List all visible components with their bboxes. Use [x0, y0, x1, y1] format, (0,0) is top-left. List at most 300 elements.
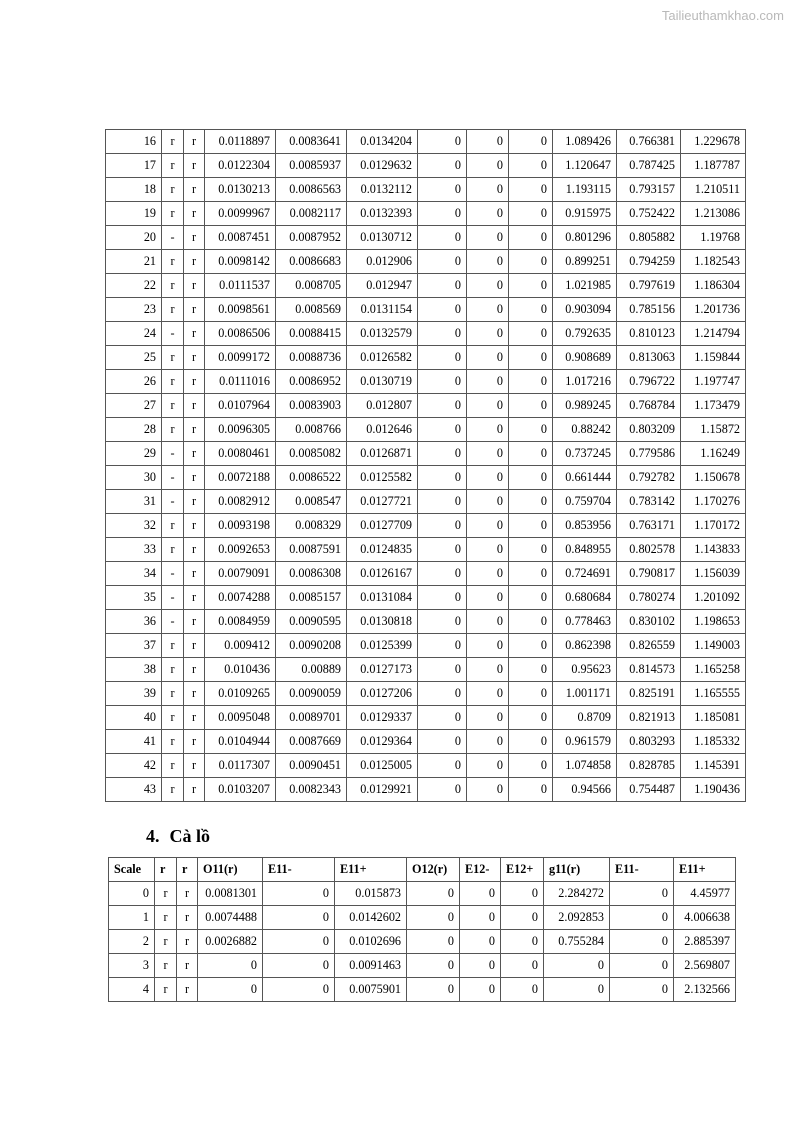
table-cell: 0.0132579 — [347, 322, 418, 346]
column-header: O12(r) — [407, 858, 460, 882]
table-cell: 0.0131084 — [347, 586, 418, 610]
table-cell: 16 — [106, 130, 162, 154]
table-cell: 0.012646 — [347, 418, 418, 442]
table-header-row — [109, 858, 736, 882]
table-cell: 0 — [418, 418, 467, 442]
table-cell: 0.759704 — [553, 490, 617, 514]
table-cell: 0 — [198, 954, 263, 978]
table-cell: 0 — [263, 882, 335, 906]
table-cell: 0.0082343 — [276, 778, 347, 802]
table-cell: 1.017216 — [553, 370, 617, 394]
table-cell: 0.0130213 — [205, 178, 276, 202]
table-cell: 1.186304 — [681, 274, 746, 298]
table-cell: 33 — [106, 538, 162, 562]
table-cell: r — [162, 682, 184, 706]
table-cell: 0.792782 — [617, 466, 681, 490]
table-cell: 0 — [509, 298, 553, 322]
table-cell: r — [162, 706, 184, 730]
table-cell: 0 — [509, 778, 553, 802]
table-cell: 0.010436 — [205, 658, 276, 682]
table-cell: r — [184, 274, 205, 298]
table-cell: 0.0090059 — [276, 682, 347, 706]
table-cell: 0.0086506 — [205, 322, 276, 346]
table-cell: 1.149003 — [681, 634, 746, 658]
table-cell: 0 — [198, 978, 263, 1002]
table-row — [109, 882, 736, 906]
table-cell: 0.0082912 — [205, 490, 276, 514]
table-cell: 0 — [418, 490, 467, 514]
table-cell: 0 — [467, 250, 509, 274]
table-cell: 2.092853 — [544, 906, 610, 930]
table-cell: 0 — [418, 442, 467, 466]
table-cell: 0.0131154 — [347, 298, 418, 322]
table-cell: 1.143833 — [681, 538, 746, 562]
table-cell: 0.826559 — [617, 634, 681, 658]
table-cell: 0 — [418, 610, 467, 634]
table-cell: 0.825191 — [617, 682, 681, 706]
table-cell: 0 — [509, 658, 553, 682]
table-cell: r — [162, 274, 184, 298]
table-cell: 1.074858 — [553, 754, 617, 778]
table-cell: 0.810123 — [617, 322, 681, 346]
table-row — [109, 954, 736, 978]
table-cell: 0 — [407, 978, 460, 1002]
table-cell: 0.0080461 — [205, 442, 276, 466]
table-cell: 0 — [407, 882, 460, 906]
table-cell: 0.0130712 — [347, 226, 418, 250]
table-cell: 0 — [460, 954, 501, 978]
table-cell: r — [162, 754, 184, 778]
table-cell: 0 — [460, 978, 501, 1002]
table-cell: 0 — [501, 978, 544, 1002]
table-cell: r — [184, 778, 205, 802]
table-cell: 0.780274 — [617, 586, 681, 610]
column-header: O11(r) — [198, 858, 263, 882]
table-cell: 0.0083903 — [276, 394, 347, 418]
table-cell: 0 — [509, 178, 553, 202]
table-cell: 0.778463 — [553, 610, 617, 634]
table-cell: 0.8709 — [553, 706, 617, 730]
table-cell: 3 — [109, 954, 155, 978]
table-cell: 1.187787 — [681, 154, 746, 178]
table-cell: 1.213086 — [681, 202, 746, 226]
table-cell: 0.792635 — [553, 322, 617, 346]
table-cell: 0.680684 — [553, 586, 617, 610]
table-row — [109, 930, 736, 954]
table-cell: 0.0126871 — [347, 442, 418, 466]
table-cell: 1.210511 — [681, 178, 746, 202]
table-cell: 0.766381 — [617, 130, 681, 154]
table-row — [106, 322, 746, 346]
table-cell: 0 — [418, 658, 467, 682]
table-cell: 0.0090451 — [276, 754, 347, 778]
table-cell: r — [162, 346, 184, 370]
table-cell: 0.0086563 — [276, 178, 347, 202]
table-cell: 1.197747 — [681, 370, 746, 394]
table-cell: r — [155, 906, 177, 930]
table-cell: 0 — [509, 442, 553, 466]
table-cell: 0 — [544, 978, 610, 1002]
table-row — [106, 490, 746, 514]
table-cell: r — [155, 930, 177, 954]
table-cell: - — [162, 586, 184, 610]
table-cell: 0.0026882 — [198, 930, 263, 954]
table-cell: 0.801296 — [553, 226, 617, 250]
table-cell: 0.0098142 — [205, 250, 276, 274]
table-cell: 0 — [509, 562, 553, 586]
table-cell: 0 — [467, 586, 509, 610]
table-row — [106, 226, 746, 250]
table-row — [106, 442, 746, 466]
table-cell: 22 — [106, 274, 162, 298]
table-cell: 0.805882 — [617, 226, 681, 250]
table-cell: 0.0118897 — [205, 130, 276, 154]
table-cell: 0.0098561 — [205, 298, 276, 322]
table-cell: 1.190436 — [681, 778, 746, 802]
table-cell: r — [162, 538, 184, 562]
table-cell: 0 — [418, 562, 467, 586]
table-cell: 0 — [418, 274, 467, 298]
table-cell: 42 — [106, 754, 162, 778]
table-cell: 0 — [418, 754, 467, 778]
table-cell: 0 — [610, 906, 674, 930]
table-cell: r — [162, 514, 184, 538]
table-cell: 0.814573 — [617, 658, 681, 682]
table-cell: 0 — [407, 954, 460, 978]
table-cell: 1.182543 — [681, 250, 746, 274]
table-row — [106, 418, 746, 442]
table-cell: - — [162, 610, 184, 634]
table-cell: 0 — [467, 274, 509, 298]
table-cell: - — [162, 490, 184, 514]
column-header: E12+ — [501, 858, 544, 882]
table-cell: 0 — [467, 298, 509, 322]
table-cell: 0.0092653 — [205, 538, 276, 562]
table-row — [106, 562, 746, 586]
table-cell: 1.120647 — [553, 154, 617, 178]
table-cell: 0 — [460, 882, 501, 906]
table-row — [106, 658, 746, 682]
table-cell: 0.796722 — [617, 370, 681, 394]
table-cell: 0 — [467, 346, 509, 370]
column-header: r — [177, 858, 198, 882]
table-cell: 1.201092 — [681, 586, 746, 610]
table-cell: - — [162, 562, 184, 586]
table-cell: 2 — [109, 930, 155, 954]
table-cell: r — [184, 562, 205, 586]
table-cell: 0.0132393 — [347, 202, 418, 226]
table-cell: 0.724691 — [553, 562, 617, 586]
table-cell: 0 — [467, 778, 509, 802]
table-cell: 0 — [509, 634, 553, 658]
table-cell: 39 — [106, 682, 162, 706]
table-cell: 1.173479 — [681, 394, 746, 418]
table-cell: 0 — [467, 754, 509, 778]
table-row — [106, 754, 746, 778]
table-cell: 0 — [467, 202, 509, 226]
table-cell: r — [177, 906, 198, 930]
table-cell: 34 — [106, 562, 162, 586]
table-cell: 0 — [109, 882, 155, 906]
table-cell: 0.737245 — [553, 442, 617, 466]
table-row — [106, 178, 746, 202]
table-cell: r — [177, 954, 198, 978]
table-cell: 0.754487 — [617, 778, 681, 802]
table-cell: 0 — [509, 610, 553, 634]
table-cell: 0 — [467, 370, 509, 394]
table-cell: 0.915975 — [553, 202, 617, 226]
table-cell: 0.802578 — [617, 538, 681, 562]
table-cell: 0.0103207 — [205, 778, 276, 802]
table-cell: 0 — [460, 906, 501, 930]
table-cell: 0.95623 — [553, 658, 617, 682]
table-cell: 0 — [418, 226, 467, 250]
table-cell: r — [162, 298, 184, 322]
table-cell: 18 — [106, 178, 162, 202]
table-cell: 0 — [467, 490, 509, 514]
table-cell: 0.008705 — [276, 274, 347, 298]
table-cell: 0.0074488 — [198, 906, 263, 930]
table-cell: 0.828785 — [617, 754, 681, 778]
table-cell: 0 — [263, 930, 335, 954]
table-cell: r — [184, 418, 205, 442]
table-cell: 1.170276 — [681, 490, 746, 514]
table-cell: 1.19768 — [681, 226, 746, 250]
table-cell: 0.0088736 — [276, 346, 347, 370]
table-cell: 29 — [106, 442, 162, 466]
table-cell: 0 — [460, 930, 501, 954]
table-cell: 0.0104944 — [205, 730, 276, 754]
table-cell: 0.752422 — [617, 202, 681, 226]
table-cell: r — [184, 250, 205, 274]
table-cell: r — [184, 682, 205, 706]
table-cell: 2.569807 — [674, 954, 736, 978]
table-cell: 0 — [418, 586, 467, 610]
table-cell: 0 — [418, 514, 467, 538]
table-cell: 0.790817 — [617, 562, 681, 586]
table-cell: 0.0093198 — [205, 514, 276, 538]
table-cell: 0.661444 — [553, 466, 617, 490]
table-cell: 0 — [418, 394, 467, 418]
table-cell: r — [162, 778, 184, 802]
table-cell: 0.908689 — [553, 346, 617, 370]
table-cell: 37 — [106, 634, 162, 658]
table-cell: 0.0090595 — [276, 610, 347, 634]
table-cell: r — [162, 130, 184, 154]
table-cell: r — [177, 978, 198, 1002]
table-cell: - — [162, 226, 184, 250]
table-cell: 0.00889 — [276, 658, 347, 682]
table-cell: 0.0125005 — [347, 754, 418, 778]
table-cell: 1.185332 — [681, 730, 746, 754]
table-cell: 0.0127721 — [347, 490, 418, 514]
table-cell: 0 — [544, 954, 610, 978]
table-cell: 0.989245 — [553, 394, 617, 418]
table-row — [106, 586, 746, 610]
table-cell: 2.284272 — [544, 882, 610, 906]
table-cell: r — [162, 178, 184, 202]
table-cell: 0.0087669 — [276, 730, 347, 754]
table-cell: 0 — [418, 298, 467, 322]
table-cell: 0.0142602 — [335, 906, 407, 930]
table-cell: r — [184, 154, 205, 178]
table-cell: 0.0088415 — [276, 322, 347, 346]
table-cell: 1.150678 — [681, 466, 746, 490]
table-cell: 0 — [263, 906, 335, 930]
table-cell: 0 — [467, 658, 509, 682]
section-number: 4. — [146, 826, 160, 846]
table-cell: r — [184, 394, 205, 418]
column-header: r — [155, 858, 177, 882]
table-cell: 0 — [467, 610, 509, 634]
table-cell: 4.006638 — [674, 906, 736, 930]
table-cell: 2.885397 — [674, 930, 736, 954]
table-cell: 0 — [418, 346, 467, 370]
table-cell: 0 — [610, 978, 674, 1002]
table-row — [106, 370, 746, 394]
table-cell: 0 — [418, 706, 467, 730]
table-cell: 0.0075901 — [335, 978, 407, 1002]
table-cell: r — [184, 226, 205, 250]
table-cell: 0 — [509, 202, 553, 226]
table-cell: 0 — [418, 370, 467, 394]
table-cell: 0.0122304 — [205, 154, 276, 178]
table-cell: 38 — [106, 658, 162, 682]
table-row — [106, 706, 746, 730]
table-cell: r — [184, 442, 205, 466]
table-cell: 0 — [509, 154, 553, 178]
table-cell: 0.903094 — [553, 298, 617, 322]
table-cell: 0 — [418, 730, 467, 754]
table-cell: 0 — [509, 250, 553, 274]
table-cell: 0.755284 — [544, 930, 610, 954]
table-cell: 0 — [467, 730, 509, 754]
table-cell: r — [184, 538, 205, 562]
table-cell: 0.0109265 — [205, 682, 276, 706]
table-row — [106, 778, 746, 802]
table-cell: 1.198653 — [681, 610, 746, 634]
table-cell: 0 — [418, 130, 467, 154]
table-cell: 0.853956 — [553, 514, 617, 538]
table-cell: 0.794259 — [617, 250, 681, 274]
table-cell: 0 — [467, 562, 509, 586]
table-cell: 32 — [106, 514, 162, 538]
table-cell: 1.165258 — [681, 658, 746, 682]
table-cell: r — [184, 490, 205, 514]
table-cell: 0 — [509, 130, 553, 154]
table-cell: r — [184, 514, 205, 538]
table-cell: 0.0083641 — [276, 130, 347, 154]
table-cell: 0 — [509, 682, 553, 706]
table-cell: 43 — [106, 778, 162, 802]
table-row — [106, 466, 746, 490]
table-cell: 0.0107964 — [205, 394, 276, 418]
table-cell: 0 — [467, 394, 509, 418]
table-cell: 1.159844 — [681, 346, 746, 370]
table-cell: 0 — [467, 130, 509, 154]
table-cell: 0 — [509, 538, 553, 562]
table-cell: 0 — [418, 778, 467, 802]
table-cell: 0.0086308 — [276, 562, 347, 586]
table-row — [106, 730, 746, 754]
table-cell: 0.0091463 — [335, 954, 407, 978]
table-row — [106, 610, 746, 634]
table-cell: r — [184, 298, 205, 322]
table-cell: 0.0081301 — [198, 882, 263, 906]
table-cell: 0.015873 — [335, 882, 407, 906]
column-header: E12- — [460, 858, 501, 882]
table-cell: 1.201736 — [681, 298, 746, 322]
table-cell: 0.94566 — [553, 778, 617, 802]
column-header: Scale — [109, 858, 155, 882]
table-cell: 0 — [418, 202, 467, 226]
table-cell: 0.0130818 — [347, 610, 418, 634]
table-cell: 26 — [106, 370, 162, 394]
table-cell: 0.0125582 — [347, 466, 418, 490]
watermark: Tailieuthamkhao.com — [661, 8, 784, 23]
table-cell: - — [162, 466, 184, 490]
table-cell: r — [162, 250, 184, 274]
table-cell: 21 — [106, 250, 162, 274]
table-cell: 0.0085082 — [276, 442, 347, 466]
table-cell: r — [184, 130, 205, 154]
table-cell: 0.848955 — [553, 538, 617, 562]
table-cell: 0.0132112 — [347, 178, 418, 202]
table-row — [106, 274, 746, 298]
table-cell: 0.0126582 — [347, 346, 418, 370]
table-cell: 0.008569 — [276, 298, 347, 322]
table-cell: 0.0124835 — [347, 538, 418, 562]
column-header: E11+ — [335, 858, 407, 882]
table-cell: 0 — [263, 954, 335, 978]
table-row — [106, 250, 746, 274]
table-cell: 40 — [106, 706, 162, 730]
table-cell: 0 — [407, 930, 460, 954]
table-cell: 0 — [501, 954, 544, 978]
table-cell: 0 — [418, 250, 467, 274]
table-cell: 1.16249 — [681, 442, 746, 466]
table-cell: 0 — [509, 322, 553, 346]
table-cell: 0.763171 — [617, 514, 681, 538]
table-cell: 0 — [418, 634, 467, 658]
table-cell: 0.0086522 — [276, 466, 347, 490]
table-cell: 0.830102 — [617, 610, 681, 634]
table-cell: 0.803209 — [617, 418, 681, 442]
table-row — [106, 202, 746, 226]
table-cell: 0.0127709 — [347, 514, 418, 538]
table-cell: 0.0087591 — [276, 538, 347, 562]
table-row — [106, 154, 746, 178]
table-cell: 0.0085157 — [276, 586, 347, 610]
table-cell: 0.779586 — [617, 442, 681, 466]
table-cell: 1.145391 — [681, 754, 746, 778]
table-cell: 36 — [106, 610, 162, 634]
table-cell: 0.768784 — [617, 394, 681, 418]
table-cell: 0.803293 — [617, 730, 681, 754]
table-cell: 0 — [509, 706, 553, 730]
table-cell: 0.0129337 — [347, 706, 418, 730]
table-cell: 0.0111016 — [205, 370, 276, 394]
table-cell: 0 — [418, 322, 467, 346]
table-cell: 2.132566 — [674, 978, 736, 1002]
table-cell: 1.001171 — [553, 682, 617, 706]
table-cell: 1.021985 — [553, 274, 617, 298]
table-cell: 0.813063 — [617, 346, 681, 370]
table-cell: r — [162, 658, 184, 682]
table-cell: r — [184, 730, 205, 754]
table-row — [109, 978, 736, 1002]
table-cell: 0.0085937 — [276, 154, 347, 178]
